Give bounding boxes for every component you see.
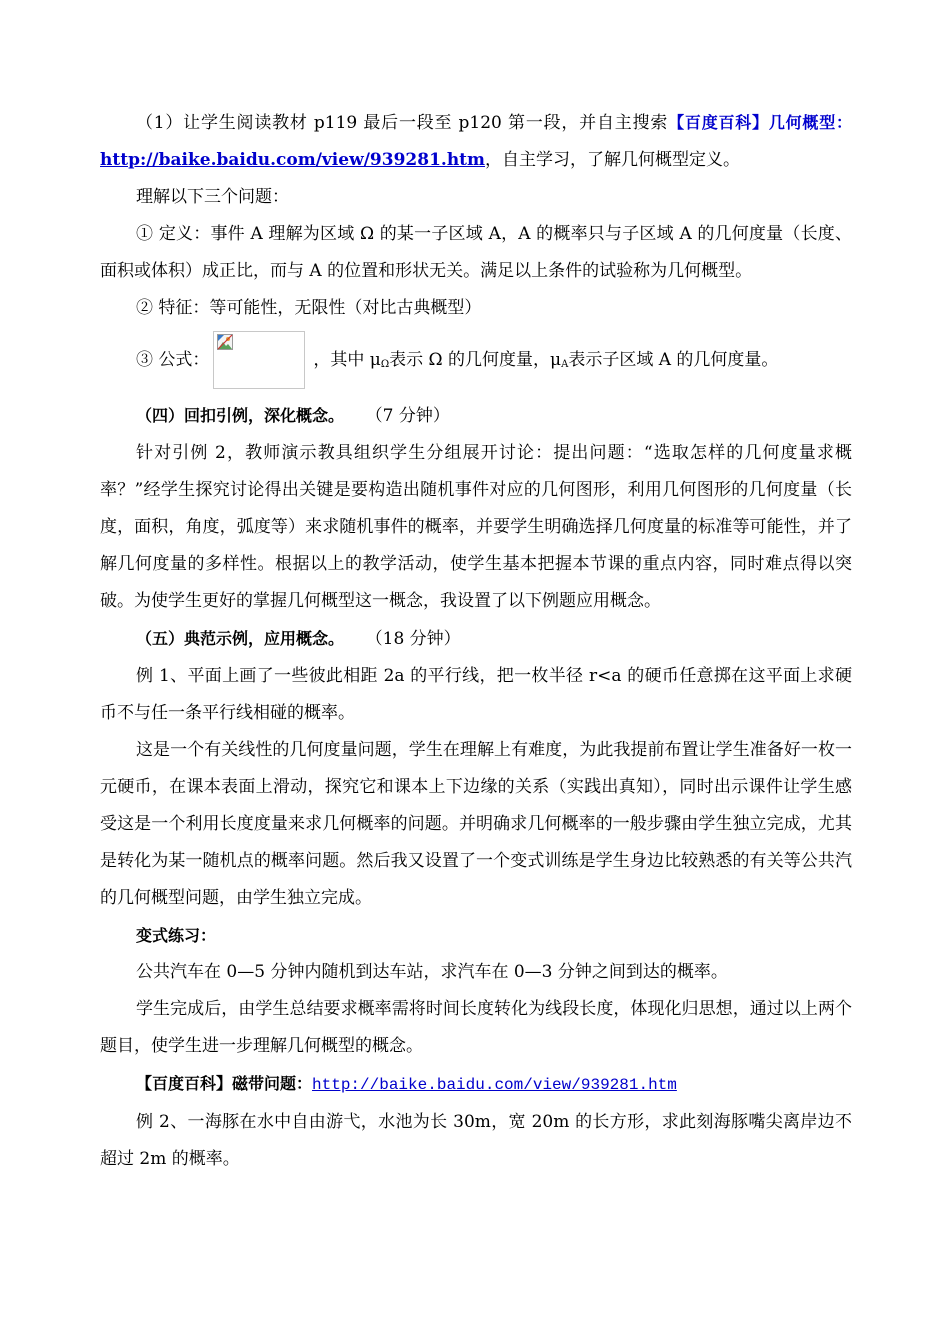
paragraph-example-one: 例 1、平面上画了一些彼此相距 2a 的平行线，把一枚半径 r<a 的硬币任意掷在这平面上求硬币不与任一条平行线相碰的概率。: [100, 666, 852, 723]
paragraph-three-questions: 理解以下三个问题：: [136, 187, 289, 207]
paragraph-discussion: 针对引例 2，教师演示教具组织学生分组展开讨论：提出问题：“选取怎样的几何度量求概率？”经学生探究讨论得出关键是要构造出随机事件对应的几何图形，利用几何图形的几何度量（长度，面积，角度，弧度等）来求随机事件的概率，并要学生明确选择几何度量的标准等可能性，并了解几何度量的多样性。根据以上的教学活动，使学生基本把握本节课的重点内容，同时难点得以突破。为使学生更好的掌握几何概型这一概念，我设置了以下例题应用概念。: [100, 443, 852, 611]
tape-problem-link[interactable]: http://baike.baidu.com/view/939281.htm: [312, 1076, 677, 1094]
baidu-baike-link[interactable]: http://baike.baidu.com/view/939281.htm: [100, 150, 486, 170]
paragraph-features: ② 特征：等可能性，无限性（对比古典概型）: [136, 298, 482, 318]
baidu-baike-tag[interactable]: 【百度百科】几何概型：: [668, 113, 852, 132]
section-five-title: （五）典范示例，应用概念。: [136, 629, 345, 648]
paragraph-bus-problem: 公共汽车在 0—5 分钟内随机到达车站，求汽车在 0—3 分钟之间到达的概率。: [136, 962, 728, 982]
paragraph-example-two: 例 2、一海豚在水中自由游弋，水池为长 30m，宽 20m 的长方形，求此刻海豚嘴尖离岸边不超过 2m 的概率。: [100, 1112, 852, 1169]
broken-image-icon: [217, 334, 233, 350]
formula-explanation: ，其中 $\mu_\Omega$表示 Ω 的几何度量，$\mu_A$表示子区域 A 的几何度量。: [313, 349, 779, 370]
document-body: [100, 104, 852, 1178]
reading-task-suffix: ，自主学习，了解几何概型定义。: [485, 150, 741, 170]
section-five-time: （18 分钟）: [365, 629, 461, 649]
section-four-heading: [100, 397, 852, 435]
paragraph-example-one-analysis: 这是一个有关线性的几何度量问题，学生在理解上有难度，为此我提前布置让学生准备好一枚一元硬币，在课本表面上滑动，探究它和课本上下边缘的关系（实践出真知），同时出示课件让学生感受这是一个利用长度度量来求几何概率的问题。并明确求几何概率的一般步骤由学生独立完成，尤其是转化为某一随机点的概率问题。然后我又设置了一个变式训练是学生身边比较熟悉的有关等公共汽的几何概型问题，由学生独立完成。: [100, 740, 852, 908]
formula-image-placeholder: [213, 331, 305, 389]
variant-exercise-title: 变式练习：: [136, 926, 217, 945]
tape-problem-label: 【百度百科】磁带问题：: [136, 1074, 313, 1093]
paragraph-summary: 学生完成后，由学生总结要求概率需将时间长度转化为线段长度，体现化归思想，通过以上两个题目，使学生进一步理解几何概型的概念。: [100, 999, 852, 1056]
paragraph-reading-task: [100, 104, 852, 179]
paragraph-definition: ① 定义：事件 A 理解为区域 Ω 的某一子区域 A，A 的概率只与子区域 A 的几何度量（长度、面积或体积）成正比，而与 A 的位置和形状无关。满足以上条件的试验称为几何概型。: [100, 224, 852, 281]
reading-task-text: （1）让学生阅读教材 p119 最后一段至 p120 第一段，并自主搜索: [136, 113, 669, 133]
section-five-heading: [100, 620, 852, 658]
paragraph-tape-problem: [100, 1065, 852, 1104]
formula-label: ③ 公式：: [136, 349, 210, 370]
section-four-title: （四）回扣引例，深化概念。: [136, 406, 345, 425]
formula-line: [100, 329, 852, 391]
section-four-time: （7 分钟）: [365, 406, 450, 426]
